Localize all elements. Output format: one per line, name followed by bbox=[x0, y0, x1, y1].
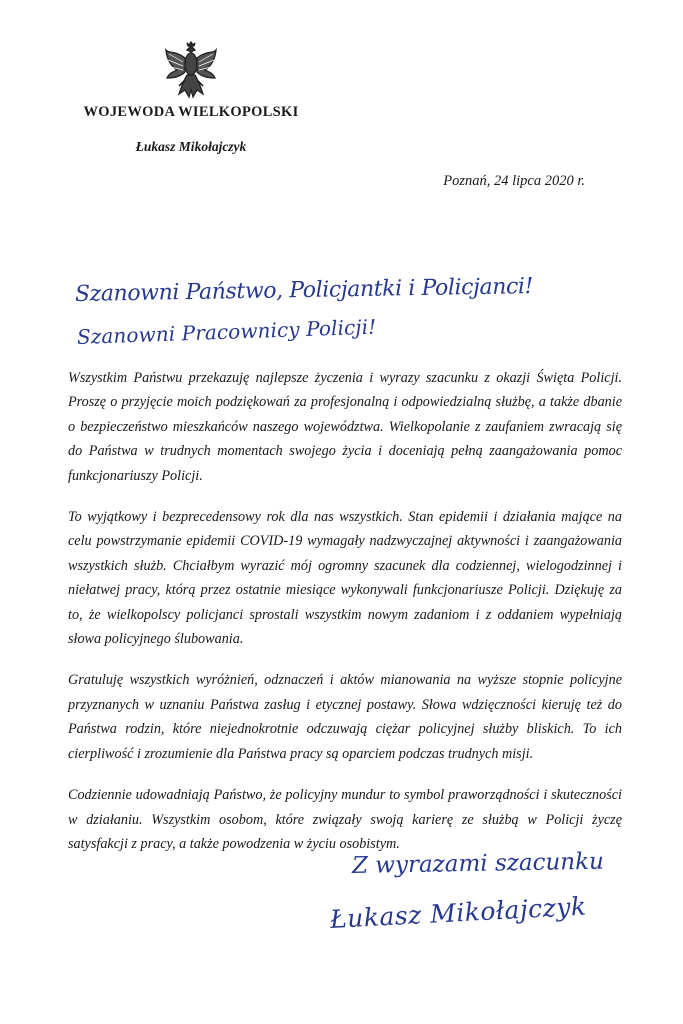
body-paragraph-4: Codziennie udowadniają Państwo, że policyjny mundur to symbol praworządności i skuteczności w działaniu. Wszystkim osobom, które związały swoją karierę ze służbą w Policji życzę satysfakcji z pracy, a także powodzenia w życiu osobistym. bbox=[68, 787, 622, 852]
letterhead-signer-name: Łukasz Mikołajczyk bbox=[135, 139, 247, 154]
letter-body bbox=[68, 366, 622, 873]
polish-eagle-emblem-icon bbox=[163, 40, 219, 102]
body-paragraph-2: To wyjątkowy i bezprecedensowy rok dla nas wszystkich. Stan epidemii i działania mające na celu powstrzymanie epidemii COVID-19 wymagały nadzwyczajnej aktywności i zaangażowania wszystkich służb. Chciałbym wyrazić mój ogromny szacunek dla codziennej, wielogodzinnej i niełatwej pracy, którą przez ostatnie miesiące wykonywali funkcjonariusze Policji. Dziękuję za to, że wielkopolscy policjanci sprostali wszystkim nowym zadaniom i z oddaniem wypełniają słowa policyjnego ślubowania. bbox=[68, 509, 622, 648]
body-paragraph-1: Wszystkim Państwu przekazuję najlepsze życzenia i wyrazy szacunku z okazji Święta Policji. Proszę o przyjęcie moich podziękowań za profesjonalną i odpowiedzialną służbę, a także dbanie o bezpieczeństwo mieszkańców naszego województwa. Wielkopolanie z zaufaniem zwracają się do Państwa w trudnych momentach swojego życia i doceniają pełną zaangażowania pomoc funkcjonariuszy Policji. bbox=[68, 370, 622, 484]
body-paragraph-3: Gratuluję wszystkich wyróżnień, odznaczeń i aktów mianowania na wyższe stopnie policyjne przyznanych w uznaniu Państwa zasług i etycznej postawy. Słowa wdzięczności kieruję też do Państwa rodzin, które niejednokrotnie odczuwają ciężar policyjnej służby bliskich. To ich cierpliwość i zrozumienie dla Państwa pracy są oparciem podczas trudnych misji. bbox=[68, 672, 622, 762]
salutation-line-2: Szanowni Pracownicy Policji! bbox=[76, 314, 377, 349]
salutation-line-1: Szanowni Państwo, Policjantki i Policjanci! bbox=[74, 274, 534, 307]
date-line: Poznań, 24 lipca 2020 r. bbox=[443, 173, 585, 189]
handwritten-signature: Łukasz Mikołajczyk bbox=[329, 891, 588, 934]
closing-line: Z wyrazami szacunku bbox=[351, 848, 605, 879]
office-title: WOJEWODA WIELKOPOLSKI bbox=[83, 104, 299, 120]
